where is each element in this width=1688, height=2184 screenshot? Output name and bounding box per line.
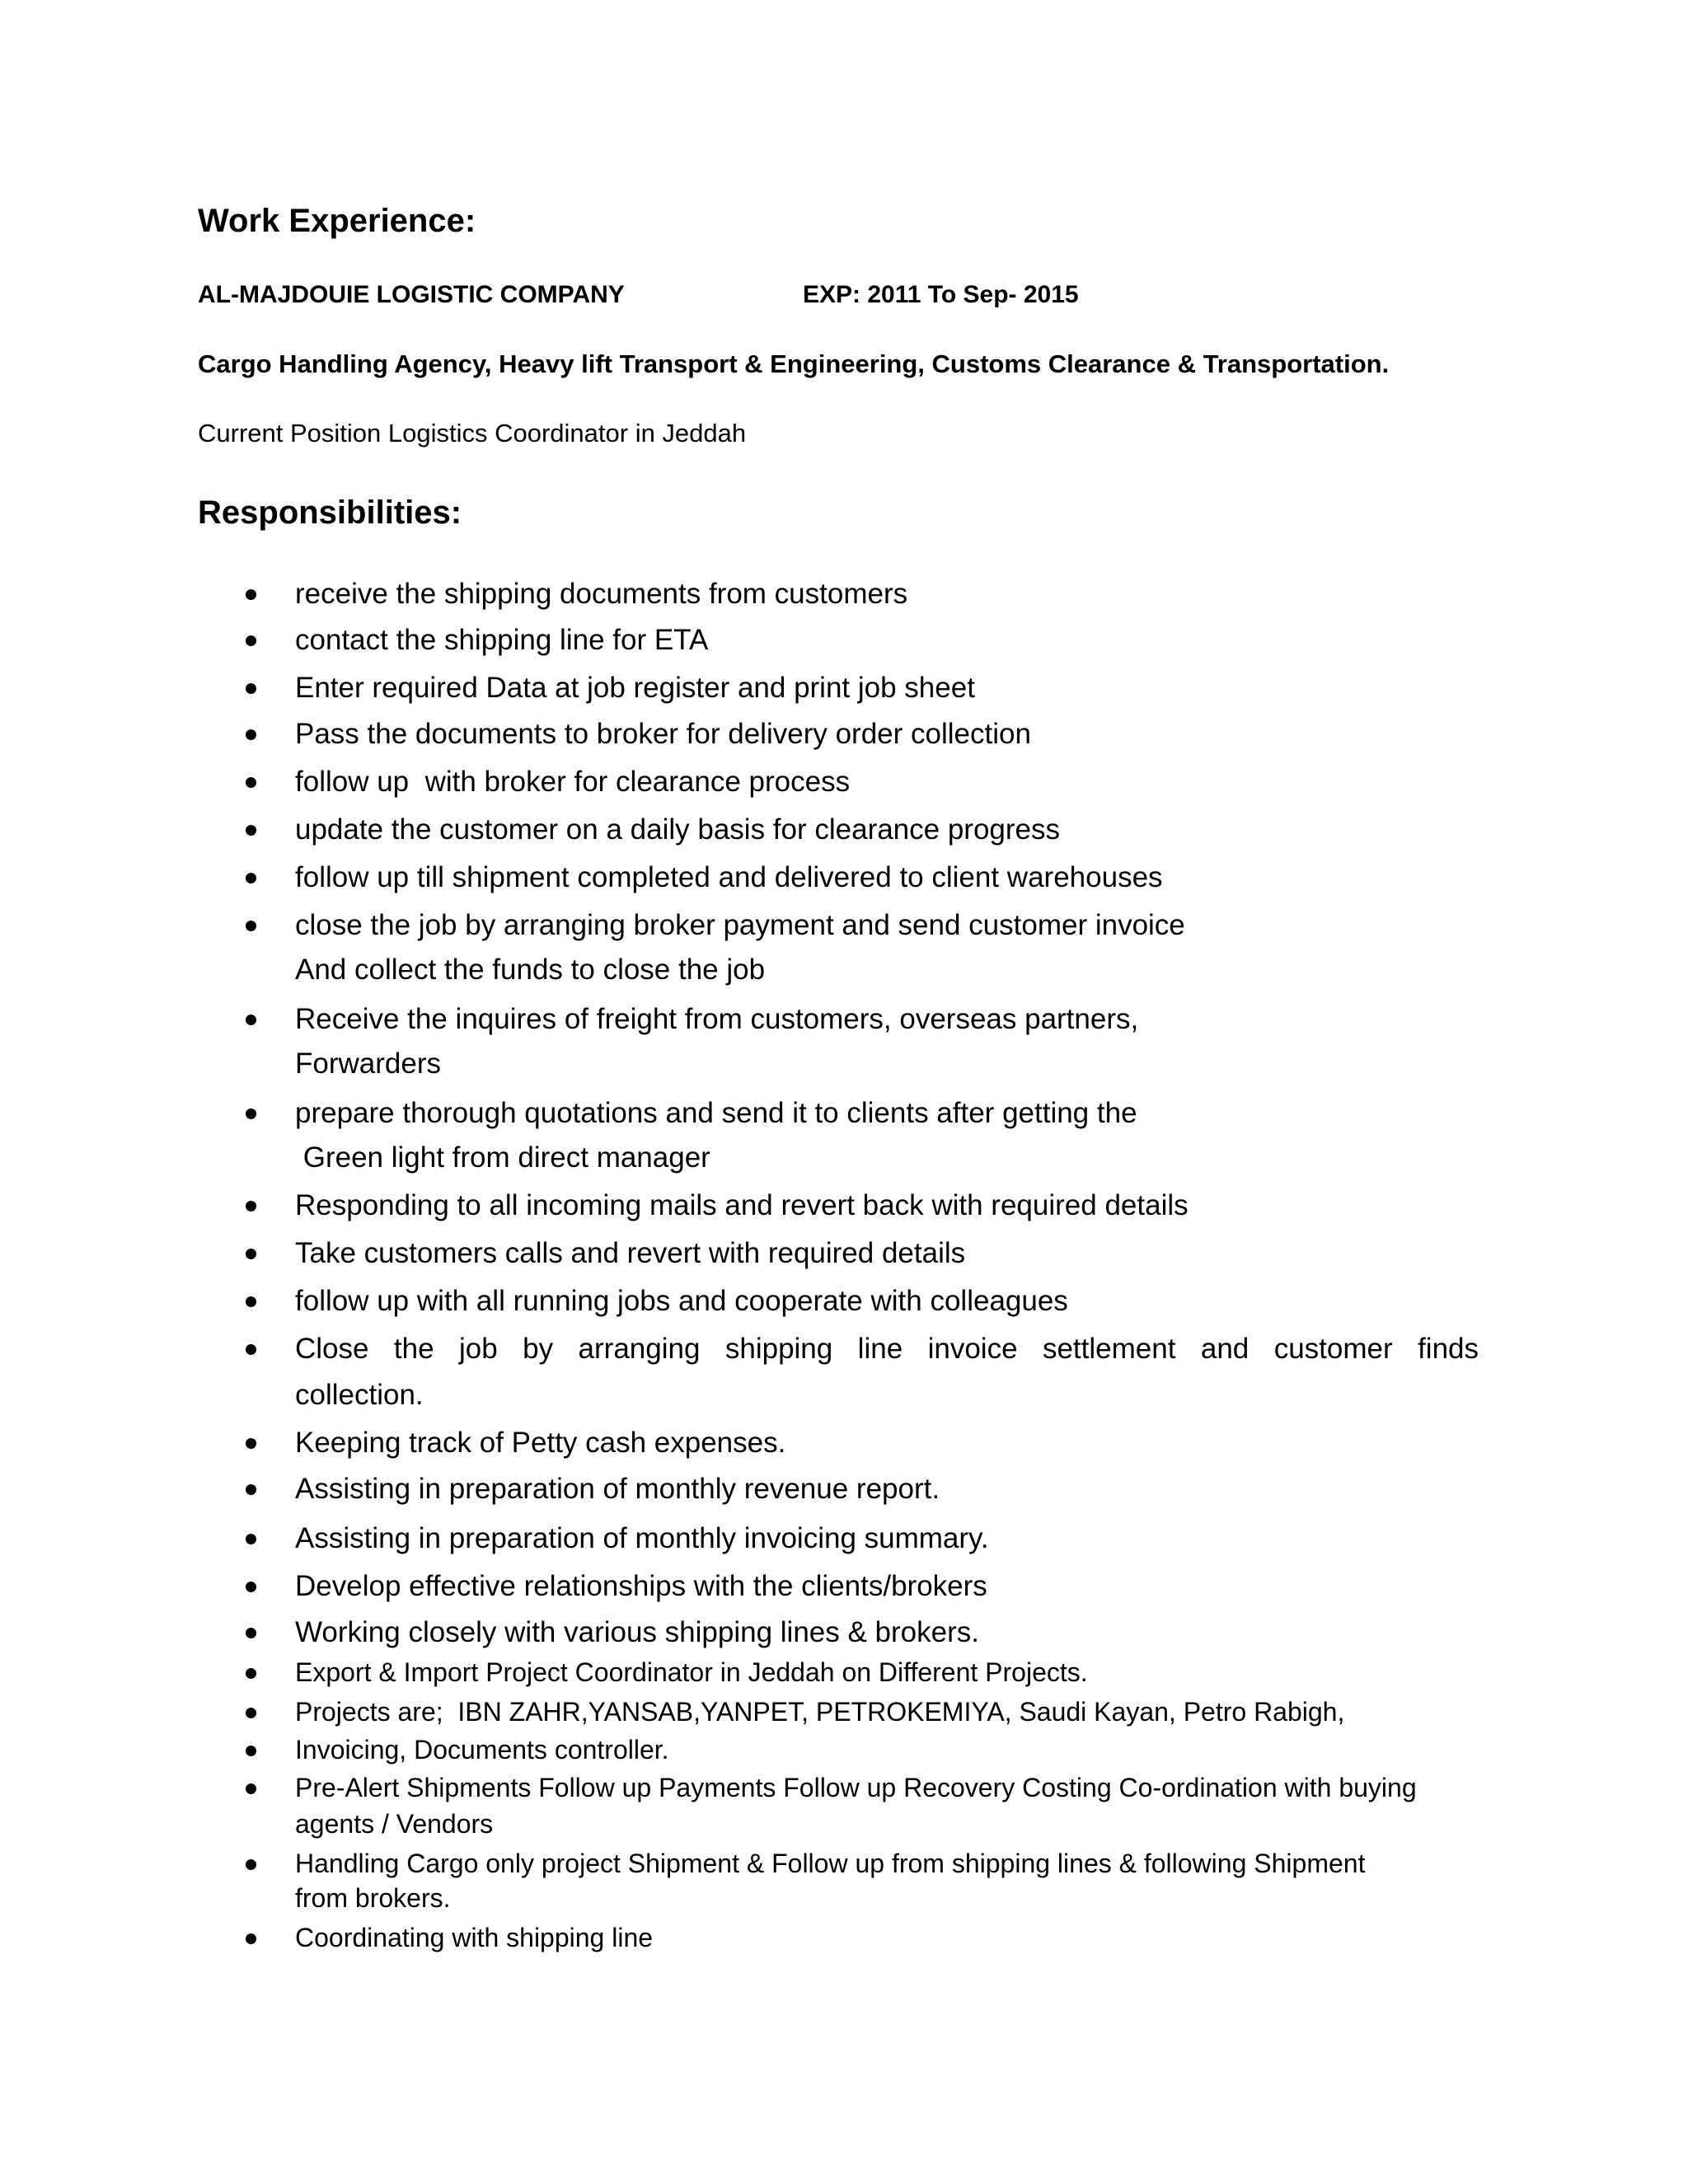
list-item-text: Pass the documents to broker for delivery order collection — [295, 718, 1031, 750]
list-item-text: Invoicing, Documents controller. — [295, 1735, 669, 1765]
bullet-icon — [246, 1859, 256, 1870]
bullet-icon — [246, 1201, 256, 1212]
list-item-text: Handling Cargo only project Shipment & Follow up from shipping lines & following Shipment — [295, 1849, 1366, 1878]
bullet-icon — [246, 1746, 256, 1756]
company-services: Cargo Handling Agency, Heavy lift Transport & Engineering, Customs Clearance & Transportation. — [198, 349, 1390, 378]
list-item-text: Projects are; IBN ZAHR,YANSAB,YANPET, PETROKEMIYA, Saudi Kayan, Petro Rabigh, — [295, 1697, 1345, 1727]
list-item-text: follow up with broker for clearance process — [295, 766, 851, 798]
bullet-icon — [246, 683, 256, 694]
list-item-text: Keeping track of Petty cash expenses. — [295, 1427, 786, 1459]
list-item-text: contact the shipping line for ETA — [295, 624, 709, 656]
list-item-text: receive the shipping documents from customers — [295, 578, 908, 610]
list-item-text: Export & Import Project Coordinator in Jeddah on Different Projects. — [295, 1657, 1088, 1687]
bullet-icon — [246, 1296, 256, 1307]
bullet-icon — [246, 1668, 256, 1679]
company-name: AL-MAJDOUIE LOGISTIC COMPANY — [198, 281, 625, 308]
list-item-text: Forwarders — [295, 1047, 441, 1080]
list-item-text: Receive the inquires of freight from customers, overseas partners, — [295, 1003, 1139, 1035]
list-item-text: Enter required Data at job register and print job sheet — [295, 672, 975, 704]
bullet-icon — [246, 1582, 256, 1592]
bullet-icon — [246, 589, 256, 600]
bullet-icon — [246, 1484, 256, 1495]
current-position: Current Position Logistics Coordinator in Jeddah — [198, 419, 747, 448]
bullet-icon — [246, 1628, 256, 1638]
list-item-text: update the customer on a daily basis for clearance progress — [295, 813, 1061, 846]
list-item-text: Take customers calls and revert with required details — [295, 1237, 966, 1269]
bullet-icon — [246, 729, 256, 740]
bullet-icon — [246, 873, 256, 883]
list-item-text: follow up till shipment completed and delivered to client warehouses — [295, 861, 1163, 893]
bullet-icon — [246, 825, 256, 836]
list-item-text: Responding to all incoming mails and revert back with required details — [295, 1189, 1189, 1221]
bullet-icon — [246, 1344, 256, 1355]
list-item-text: Assisting in preparation of monthly invoicing summary. — [295, 1522, 989, 1554]
bullet-icon — [246, 1708, 256, 1718]
bullet-icon — [246, 1249, 256, 1259]
list-item-text: from brokers. — [295, 1883, 451, 1913]
experience-period: EXP: 2011 To Sep- 2015 — [803, 281, 1079, 308]
work-experience-heading: Work Experience: — [198, 203, 476, 239]
bullet-icon — [246, 1108, 256, 1119]
list-item-text: And collect the funds to close the job — [295, 954, 766, 986]
list-item-text: Pre-Alert Shipments Follow up Payments Follow up Recovery Costing Co-ordination with buying — [295, 1773, 1417, 1802]
list-item-text: close the job by arranging broker payment and send customer invoice — [295, 909, 1185, 941]
list-item-text: Coordinating with shipping line — [295, 1923, 654, 1952]
bullet-icon — [246, 635, 256, 646]
bullet-icon — [246, 1783, 256, 1794]
responsibilities-heading: Responsibilities: — [198, 494, 462, 531]
list-item-text: Assisting in preparation of monthly revenue report. — [295, 1473, 940, 1505]
list-item-text: agents / Vendors — [295, 1809, 494, 1839]
list-item-text: prepare thorough quotations and send it to clients after getting the — [295, 1097, 1137, 1129]
bullet-icon — [246, 777, 256, 788]
bullet-icon — [246, 1534, 256, 1544]
bullet-icon — [246, 1015, 256, 1025]
bullet-icon — [246, 1438, 256, 1449]
list-item-text: Develop effective relationships with the clients/brokers — [295, 1570, 987, 1602]
bullet-icon — [246, 1933, 256, 1944]
list-item-text: Green light from direct manager — [295, 1141, 710, 1174]
list-item-text: Close the job by arranging shipping line invoice settlement and customer finds — [295, 1333, 1479, 1365]
list-item-text: follow up with all running jobs and cooperate with colleagues — [295, 1285, 1068, 1317]
bullet-icon — [246, 921, 256, 931]
list-item-text: collection. — [295, 1379, 424, 1411]
list-item-text: Working closely with various shipping lines & brokers. — [295, 1616, 979, 1648]
